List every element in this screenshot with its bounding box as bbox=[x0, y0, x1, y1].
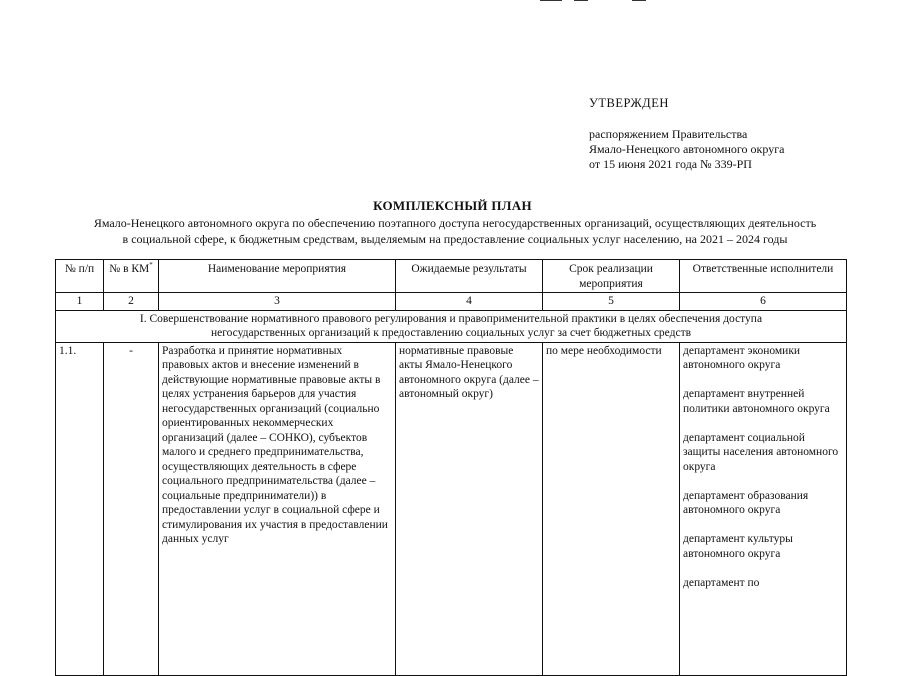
approval-line-1: распоряжением Правительства bbox=[589, 127, 748, 141]
plan-subtitle-line-2: в социальной сфере, к бюджетным средствам, выделяемым на предоставление социальных услуг населению, на 2021 – 2024 годы bbox=[122, 232, 788, 246]
executor-item: департамент социальной защиты населения автономного округа bbox=[683, 431, 839, 473]
header-expected-results: Ожидаемые результаты bbox=[396, 260, 543, 293]
row-term: по мере необходимости bbox=[543, 342, 680, 675]
approval-block bbox=[589, 127, 784, 172]
header-number: № п/п bbox=[56, 260, 104, 293]
executor-item: департамент культуры автономного округа bbox=[683, 533, 793, 560]
column-number: 2 bbox=[104, 293, 159, 311]
plan-table bbox=[55, 259, 847, 676]
executor-item: департамент экономики автономного округа bbox=[683, 344, 801, 371]
section-heading bbox=[56, 310, 847, 342]
column-number-row bbox=[56, 293, 847, 311]
header-km-footnote-mark: * bbox=[149, 261, 153, 270]
row-km: - bbox=[104, 342, 159, 675]
row-activity-name: Разработка и принятие нормативных правовых актов и внесение изменений в действующие нормативные правовые акты в целях устранения барьеров для участия негосударственных организаций (социально ориентированных некоммерческих организаций (далее – СОНКО), субъектов малого и среднего предпринимательства, осуществляющих деятельность в сфере социального предпринимательства (далее – социальные предприниматели)) в предоставлении услуг в социальной сфере и стимулирования их участия в предоставлении данных услуг bbox=[159, 342, 396, 675]
header-km-label: № в КМ bbox=[109, 263, 150, 275]
column-number: 3 bbox=[159, 293, 396, 311]
table-row bbox=[56, 342, 847, 675]
row-expected-result: нормативные правовые акты Ямало-Ненецкого автономного округа (далее – автономный округ) bbox=[396, 342, 543, 675]
header-term: Срок реализации мероприятия bbox=[543, 260, 680, 293]
approval-line-2: Ямало-Ненецкого автономного округа bbox=[589, 142, 785, 156]
column-number: 4 bbox=[396, 293, 543, 311]
row-executors bbox=[680, 342, 847, 675]
section-heading-row bbox=[56, 310, 847, 342]
section-heading-line-1: I. Совершенствование нормативного правового регулирования и правоприменительной практики в целях обеспечения доступа bbox=[139, 312, 763, 325]
scan-marks bbox=[540, 0, 680, 2]
plan-subtitle bbox=[40, 215, 870, 247]
executor-item: департамент внутренней политики автономного округа bbox=[683, 388, 830, 415]
executor-item: департамент по bbox=[683, 576, 760, 589]
header-activity-name: Наименование мероприятия bbox=[159, 260, 396, 293]
section-heading-line-2: негосударственных организаций к предоставлению социальных услуг за счет бюджетных средств bbox=[210, 327, 692, 339]
table-header-row bbox=[56, 260, 847, 293]
approval-line-3: от 15 июня 2021 года № 339-РП bbox=[589, 157, 752, 171]
row-number: 1.1. bbox=[56, 342, 104, 675]
header-executors: Ответственные исполнители bbox=[680, 260, 847, 293]
executor-item: департамент образования автономного округа bbox=[683, 489, 809, 516]
plan-subtitle-line-1: Ямало-Ненецкого автономного округа по обеспечению поэтапного доступа негосударственных организаций, осуществляющих деятельность bbox=[93, 216, 817, 230]
column-number: 6 bbox=[680, 293, 847, 311]
header-km bbox=[104, 260, 159, 293]
column-number: 5 bbox=[543, 293, 680, 311]
approval-title: УТВЕРЖДЕН bbox=[589, 96, 669, 110]
column-number: 1 bbox=[56, 293, 104, 311]
plan-title: КОМПЛЕКСНЫЙ ПЛАН bbox=[373, 198, 532, 213]
